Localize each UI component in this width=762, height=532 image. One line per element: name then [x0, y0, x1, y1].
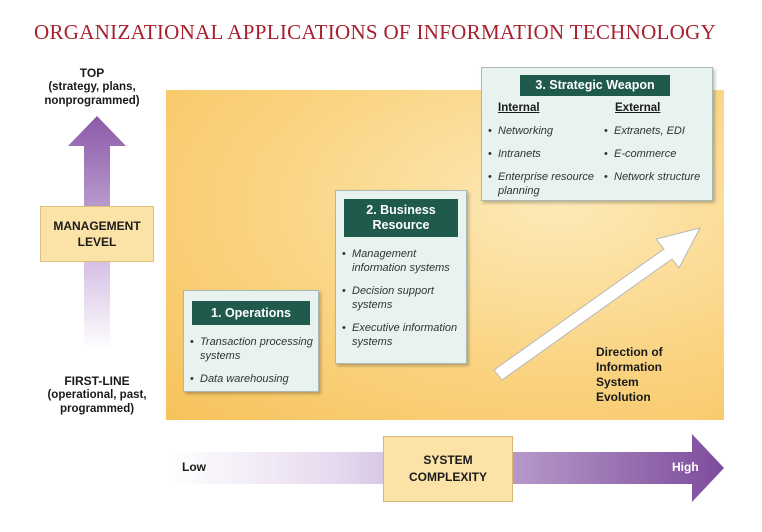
- internal-heading: Internal: [498, 102, 540, 114]
- list-item: • Decision support systems: [342, 284, 460, 312]
- evolution-direction-label: [596, 345, 706, 405]
- management-label-line1: MANAGEMENT: [53, 219, 141, 233]
- management-level-box: [40, 206, 154, 262]
- bottom-label: FIRST-LINE: [64, 374, 130, 388]
- top-level-label: [42, 66, 142, 108]
- list-item: • Executive information systems: [342, 321, 460, 349]
- operations-list: [190, 335, 314, 395]
- business-resource-box: [335, 190, 467, 364]
- strategic-weapon-box: [481, 67, 713, 201]
- operations-box: [183, 290, 319, 392]
- operations-title: 1. Operations: [192, 301, 310, 325]
- high-label: High: [672, 460, 699, 474]
- external-list: [604, 124, 710, 193]
- list-item: • Data warehousing: [190, 372, 314, 386]
- list-item: • Networking: [488, 124, 600, 138]
- list-item: • E-commerce: [604, 147, 710, 161]
- list-item: • Enterprise resource planning: [488, 170, 600, 198]
- list-item: • Management information systems: [342, 247, 460, 275]
- low-label: Low: [182, 460, 206, 474]
- list-item: • Extranets, EDI: [604, 124, 710, 138]
- direction-line3: System: [596, 375, 639, 389]
- external-heading: External: [615, 102, 661, 114]
- list-item: • Intranets: [488, 147, 600, 161]
- direction-line4: Evolution: [596, 390, 651, 404]
- business-resource-title: [344, 199, 458, 237]
- system-complexity-line1: SYSTEM: [423, 453, 473, 467]
- list-item: • Transaction processing systems: [190, 335, 314, 363]
- internal-list: [488, 124, 600, 207]
- business-resource-list: [342, 247, 460, 358]
- diagram-title: ORGANIZATIONAL APPLICATIONS OF INFORMATION TECHNOLOGY: [34, 20, 717, 44]
- business-resource-title-line1: 2. Business: [366, 203, 436, 217]
- first-line-level-label: [38, 374, 156, 416]
- strategic-weapon-title: 3. Strategic Weapon: [520, 75, 670, 96]
- business-resource-title-line2: Resource: [372, 218, 430, 232]
- top-sublabel: (strategy, plans, nonprogrammed): [44, 81, 140, 107]
- list-item: • Network structure: [604, 170, 710, 184]
- direction-line2: Information: [596, 360, 662, 374]
- bottom-sublabel: (operational, past, programmed): [47, 389, 147, 415]
- system-complexity-line2: COMPLEXITY: [408, 470, 487, 484]
- top-label: TOP: [79, 66, 105, 80]
- system-complexity-box: [383, 436, 513, 502]
- management-label-line2: LEVEL: [77, 235, 117, 249]
- direction-line1: Direction of: [596, 345, 663, 359]
